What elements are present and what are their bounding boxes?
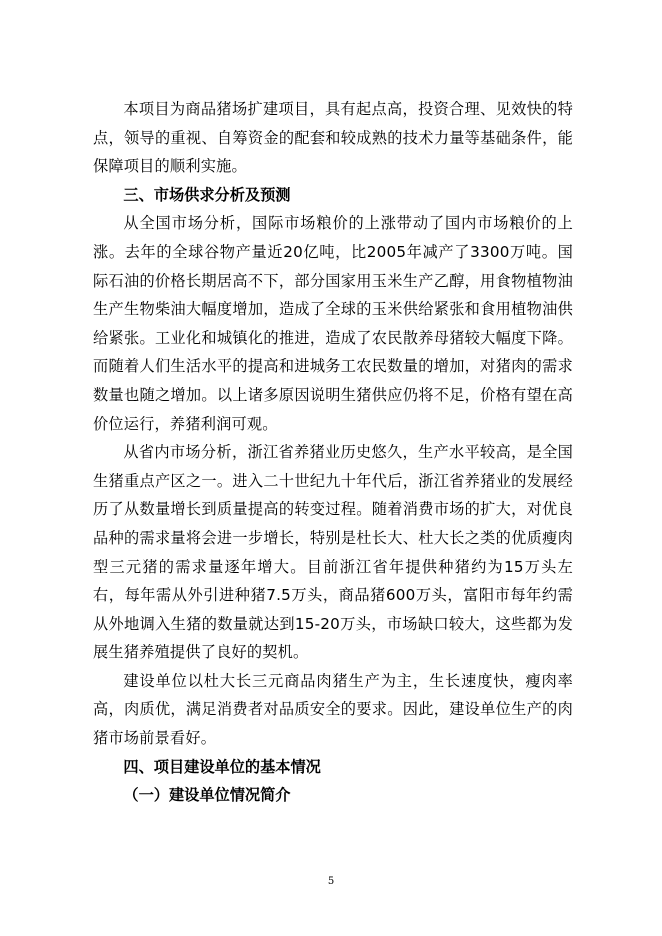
paragraph-project-summary: 本项目为商品猪场扩建项目，具有起点高，投资合理、见效快的特点，领导的重视、自筹资金的配套和较成熟的技术力量等基础条件，能保障项目的顺利实施。 bbox=[93, 100, 573, 176]
paragraph-national-market: 从全国市场分析，国际市场粮价的上涨带动了国内市场粮价的上涨。去年的全球谷物产量近20亿吨，比2005年减产了3300万吨。国际石油的价格长期居高不下，部分国家用玉米生产乙醇，用食物植物油生产生物柴油大幅度增加，造成了全球的玉米供给紧张和食用植物油供给紧张。工业化和城镇化的推进，造成了农民散养母猪较大幅度下降。而随着人们生活水平的提高和进城务工农民数量的增加，对猪肉的需求数量也随之增加。以上诸多原因说明生猪供应仍将不足，价格有望在高价位运行，养猪利润可观。 bbox=[93, 214, 573, 433]
paragraph-provincial-market: 从省内市场分析，浙江省养猪业历史悠久，生产水平较高，是全国生猪重点产区之一。进入二十世纪九十年代后，浙江省养猪业的发展经历了从数量增长到质量提高的转变过程。随着消费市场的扩大，对优良品种的需求量将会进一步增长，特别是杜长大、杜大长之类的优质瘦肉型三元猪的需求量逐年增大。目前浙江省年提供种猪约为15万头左右，每年需从外引进种猪7.5万头，商品猪600万头，富阳市每年约需从外地调入生猪的数量就达到15-20万头，市场缺口较大，这些都为发展生猪养殖提供了良好的契机。 bbox=[93, 443, 573, 662]
subsection-heading-unit-intro: （一）建设单位情况简介 bbox=[123, 786, 291, 805]
page-number: 5 bbox=[327, 876, 335, 887]
section-heading-market-analysis: 三、市场供求分析及预测 bbox=[123, 185, 291, 204]
section-heading-unit-info: 四、项目建设单位的基本情况 bbox=[123, 757, 321, 776]
document-body bbox=[93, 95, 573, 810]
paragraph-market-prospect: 建设单位以杜大长三元商品肉猪生产为主，生长速度快，瘦肉率高，肉质优，满足消费者对品质安全的要求。因此，建设单位生产的肉猪市场前景看好。 bbox=[93, 671, 573, 748]
